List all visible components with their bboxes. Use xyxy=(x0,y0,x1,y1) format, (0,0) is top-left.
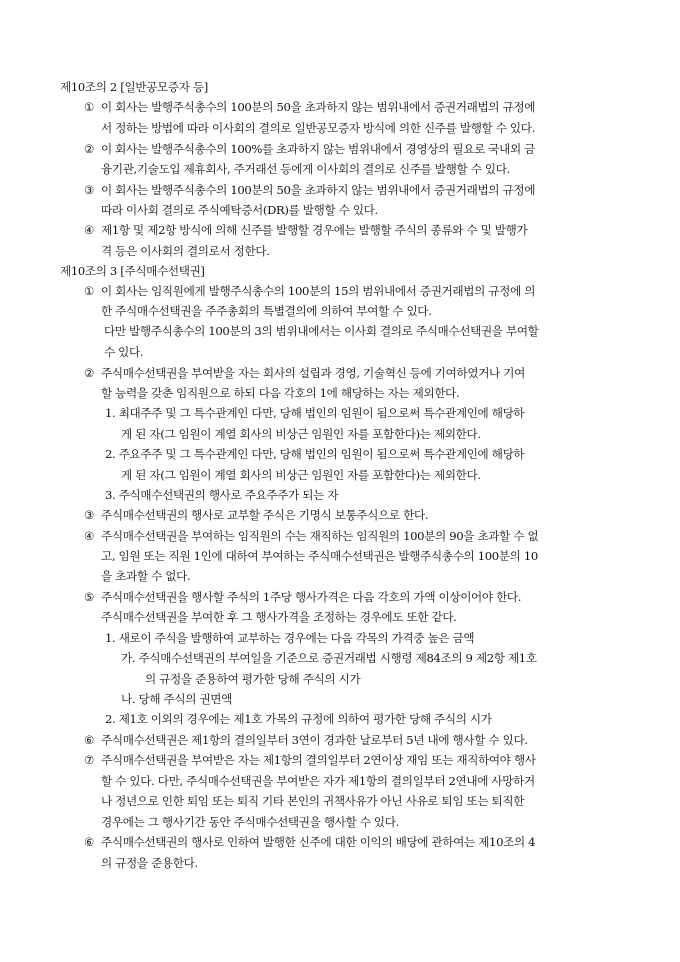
paragraph-text: 격 등은 이사회의 결의로서 정한다. xyxy=(101,244,270,258)
paragraph-text: 주식매수선택권은 제1항의 결의일부터 3연이 경과한 날로부터 5년 내에 행사할 수 있다. xyxy=(101,733,528,747)
list-item: 3. 주식매수선택권의 행사로 주요주주가 되는 자 xyxy=(105,488,339,502)
paragraph-marker: ② xyxy=(83,142,95,156)
paragraph-marker: ⑦ xyxy=(83,753,95,767)
paragraph-marker: ④ xyxy=(83,529,95,543)
paragraph-marker: ② xyxy=(83,366,95,380)
paragraph-marker: ③ xyxy=(83,508,95,522)
paragraph-text: 주식매수선택권을 행사할 주식의 1주당 행사가격은 다음 각호의 가액 이상이어야 한다. xyxy=(101,590,522,604)
paragraph-marker: ⑥ xyxy=(83,835,95,849)
paragraph-text: 제1항 및 제2항 방식에 의해 신주를 발행할 경우에는 발행할 주식의 종류와 수 및 발행가 xyxy=(101,223,528,237)
paragraph-text: 주식매수선택권의 행사로 교부할 주식은 기명식 보통주식으로 한다. xyxy=(101,508,429,522)
paragraph-text: 이 회사는 발행주식총수의 100%를 초과하지 않는 범위내에서 경영상의 필요로 국내외 금 xyxy=(101,142,535,156)
paragraph-text: 경우에는 그 행사기간 동안 주식매수선택권을 행사할 수 있다. xyxy=(101,815,399,829)
paragraph-text: 나 정년으로 인한 퇴임 또는 퇴직 기타 본인의 귀책사유가 아닌 사유로 퇴임 또는 퇴직한 xyxy=(101,794,525,808)
section-heading: 제10조의 3 [주식매수선택권] xyxy=(60,264,205,278)
list-item: 1. 새로이 주식을 발행하여 교부하는 경우에는 다음 각목의 가격중 높은 금액 xyxy=(105,631,475,645)
paragraph-text: 수 있다. xyxy=(104,345,144,359)
list-item: 2. 제1호 이외의 경우에는 제1호 가목의 규정에 의하여 평가한 당해 주식의 시가 xyxy=(105,712,492,726)
paragraph-marker: ⑥ xyxy=(83,733,95,747)
sub-list-item: 가. 주식매수선택권의 부여일을 기준으로 증권거래법 시행령 제84조의 9 제2항 제1호 xyxy=(121,651,537,665)
paragraph-text: 이 회사는 발행주식총수의 100분의 50을 초과하지 않는 범위내에서 증권거래법의 규정에 xyxy=(101,183,536,197)
paragraph-text: 다만 발행주식총수의 100분의 3의 범위내에서는 이사회 결의로 주식매수선택권을 부여할 xyxy=(104,324,539,338)
paragraph-marker: ⑤ xyxy=(83,590,95,604)
paragraph-text: 주식매수선택권을 부여받을 자는 회사의 설립과 경영, 기술혁신 등에 기여하였거나 기여 xyxy=(101,366,525,380)
paragraph-text: 주식매수선택권을 부여하는 임직원의 수는 재직하는 임직원의 100분의 90을 초과할 수 없 xyxy=(101,529,539,543)
paragraph-text: 융기관,기술도입 제휴회사, 주거래선 등에게 이사회의 결의로 신주를 발행할 수 있다. xyxy=(101,162,510,176)
list-item: 게 된 자(그 임원이 계열 회사의 비상근 임원인 자를 포함한다)는 제외한다. xyxy=(121,427,481,441)
section-heading: 제10조의 2 [일반공모증자 등] xyxy=(60,80,208,94)
paragraph-text: 이 회사는 발행주식총수의 100분의 50을 초과하지 않는 범위내에서 증권거래법의 규정에 xyxy=(101,100,536,114)
paragraph-text: 고, 임원 또는 직원 1인에 대하여 부여하는 주식매수선택권은 발행주식총수의 100분의 10 xyxy=(101,549,538,563)
paragraph-text: 주식매수선택권을 부여받은 자는 제1항의 결의일부터 2연이상 재임 또는 재직하여야 행사 xyxy=(101,753,536,767)
list-item: 1. 최대주주 및 그 특수관계인 다만, 당해 법인의 임원이 됨으로써 특수관계인에 해당하 xyxy=(105,406,525,420)
paragraph-text: 주식매수선택권의 행사로 인하여 발행한 신주에 대한 이익의 배당에 관하여는 제10조의 4 xyxy=(101,835,536,849)
paragraph-text: 서 정하는 방법에 따라 이사회의 결의로 일반공모증자 방식에 의한 신주를 발행할 수 있다. xyxy=(101,121,535,135)
sub-list-item: 나. 당해 주식의 권면액 xyxy=(121,692,232,706)
paragraph-marker: ① xyxy=(83,284,95,298)
list-item: 게 된 자(그 임원이 계열 회사의 비상근 임원인 자를 포함한다)는 제외한다. xyxy=(121,468,481,482)
paragraph-text: 이 회사는 임직원에게 발행주식총수의 100분의 15의 범위내에서 증권거래법의 규정에 의 xyxy=(101,284,536,298)
paragraph-text: 따라 이사회 결의로 주식예탁증서(DR)를 발행할 수 있다. xyxy=(101,203,378,217)
paragraph-marker: ① xyxy=(83,100,95,114)
paragraph-marker: ③ xyxy=(83,183,95,197)
paragraph-text: 할 능력을 갖춘 임직원으로 하되 다음 각호의 1에 해당하는 자는 제외한다. xyxy=(101,386,460,400)
paragraph-text: 한 주식매수선택권을 주주총회의 특별결의에 의하여 부여할 수 있다. xyxy=(101,304,432,318)
paragraph-marker: ④ xyxy=(83,223,95,237)
list-item: 2. 주요주주 및 그 특수관계인 다만, 당해 법인의 임원이 됨으로써 특수관계인에 해당하 xyxy=(105,447,525,461)
paragraph-text: 주식매수선택권을 부여한 후 그 행사가격을 조정하는 경우에도 또한 같다. xyxy=(101,610,457,624)
paragraph-text: 할 수 있다. 다만, 주식매수선택권을 부여받은 자가 제1항의 결의일부터 2연내에 사망하거 xyxy=(101,774,535,788)
paragraph-text: 을 초과할 수 없다. xyxy=(101,569,191,583)
sub-list-item: 의 규정을 준용하여 평가한 당해 주식의 시가 xyxy=(145,672,361,686)
paragraph-text: 의 규정을 준용한다. xyxy=(101,856,198,870)
